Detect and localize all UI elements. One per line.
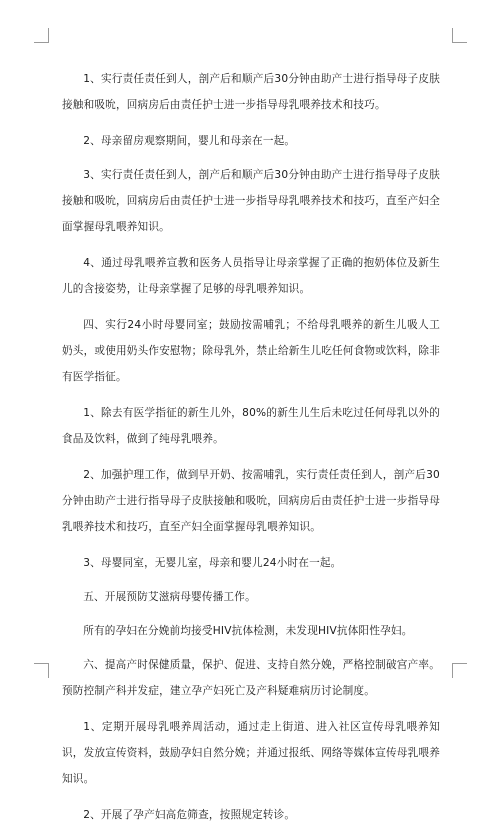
paragraph: 2、开展了孕产妇高危筛查，按照规定转诊。: [83, 809, 296, 821]
paragraph: 3、实行责任责任到人，剖产后和顺产后30分钟由助产士进行指导母子皮肤接触和吸吮，回病房后由责任护士进一步指导母乳喂养技术和技巧，直至产妇全面掌握母乳喂养知识。: [62, 169, 440, 233]
page-corner-mark-bottom-left: [34, 663, 49, 678]
page-corner-mark-top-left: [34, 28, 49, 43]
paragraph: 2、母亲留房观察期间，婴儿和母亲在一起。: [83, 135, 296, 147]
section-heading-5: 五、开展预防艾滋病母婴传播工作。: [83, 591, 256, 603]
paragraph: 4、通过母乳喂养宣教和医务人员指导让母亲掌握了正确的抱奶体位及新生儿的含接姿势，让母亲掌握了足够的母乳喂养知识。: [62, 257, 440, 295]
page-corner-mark-top-right: [452, 28, 467, 43]
paragraph: 2、加强护理工作，做到早开奶、按需哺乳，实行责任责任到人，剖产后30分钟由助产士进行指导母子皮肤接触和吸吮，回病房后由责任护士进一步指导母乳喂养技术和技巧，直至产妇全面掌握母乳喂养知识。: [62, 469, 440, 533]
section-heading-4: 四、实行24小时母婴同室；鼓励按需哺乳；不给母乳喂养的新生儿吸人工奶头，或使用奶头作安慰物；除母乳外，禁止给新生儿吃任何食物或饮料，除非有医学指征。: [62, 319, 440, 383]
document-body: [62, 66, 440, 836]
paragraph: 1、实行责任责任到人，剖产后和顺产后30分钟由助产士进行指导母子皮肤接触和吸吮，回病房后由责任护士进一步指导母乳喂养技术和技巧。: [62, 73, 440, 111]
paragraph: 1、定期开展母乳喂养周活动，通过走上街道、进入社区宣传母乳喂养知识，发放宣传资料，鼓励孕妇自然分娩；并通过报纸、网络等媒体宣传母乳喂养知识。: [62, 721, 440, 785]
section-heading-6: 六、提高产时保健质量，保护、促进、支持自然分娩，严格控制破宫产率。预防控制产科并发症，建立孕产妇死亡及产科疑难病历讨论制度。: [62, 659, 440, 697]
paragraph: 1、除去有医学指征的新生儿外，80%的新生儿生后未吃过任何母乳以外的食品及饮料，做到了纯母乳喂养。: [62, 407, 440, 445]
page-corner-mark-bottom-right: [452, 663, 467, 678]
paragraph: 所有的孕妇在分娩前均接受HIV抗体检测，未发现HIV抗体阳性孕妇。: [83, 625, 413, 637]
paragraph: 3、母婴同室，无婴儿室，母亲和婴儿24小时在一起。: [83, 557, 342, 569]
